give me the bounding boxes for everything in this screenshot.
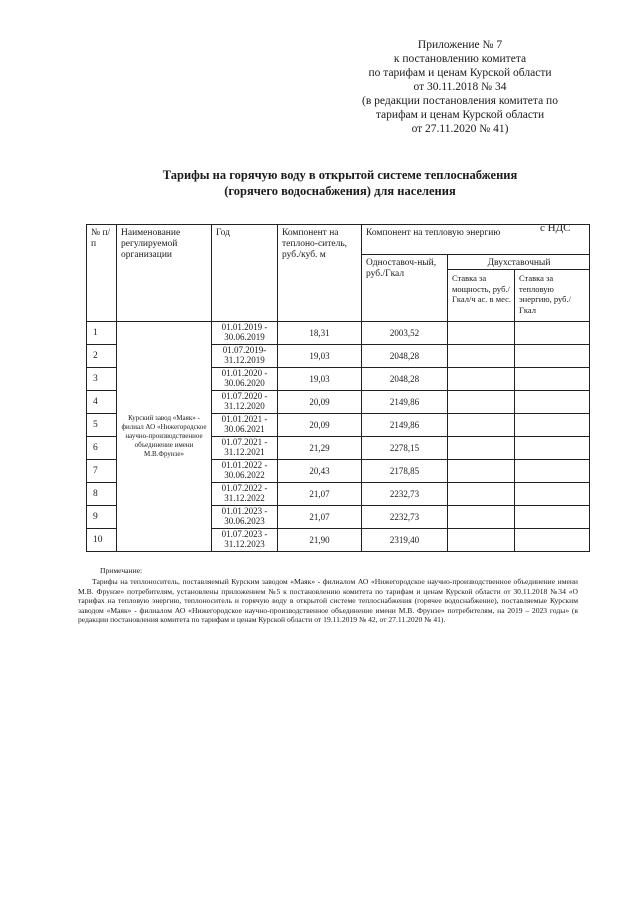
period-cell: 01.01.2020 - 30.06.2020 bbox=[212, 368, 278, 391]
period-cell: 01.07.2022 - 31.12.2022 bbox=[212, 483, 278, 506]
single-rate-cell: 2048,28 bbox=[362, 368, 448, 391]
header-energy: Компонент на тепловую энергию bbox=[362, 225, 590, 255]
capacity-rate-cell bbox=[448, 322, 515, 345]
energy-rate-cell bbox=[515, 437, 590, 460]
energy-rate-cell bbox=[515, 483, 590, 506]
capacity-rate-cell bbox=[448, 460, 515, 483]
carrier-cell: 18,31 bbox=[278, 322, 362, 345]
row-number: 4 bbox=[87, 391, 117, 414]
appendix-line: по тарифам и ценам Курской области bbox=[368, 67, 552, 79]
header-row bbox=[87, 225, 590, 255]
table-row bbox=[87, 322, 590, 345]
row-number: 9 bbox=[87, 506, 117, 529]
energy-rate-cell bbox=[515, 414, 590, 437]
document-title bbox=[100, 167, 580, 199]
single-rate-cell: 2319,40 bbox=[362, 529, 448, 552]
appendix-line: к постановлению комитета bbox=[393, 53, 527, 65]
header-organization: Наименование регулируемой организации bbox=[117, 225, 212, 322]
single-rate-cell: 2149,86 bbox=[362, 414, 448, 437]
period-cell: 01.01.2023 - 30.06.2023 bbox=[212, 506, 278, 529]
capacity-rate-cell bbox=[448, 345, 515, 368]
appendix-line: от 30.11.2018 № 34 bbox=[413, 81, 507, 93]
appendix-line: Приложение № 7 bbox=[417, 39, 503, 51]
capacity-rate-cell bbox=[448, 368, 515, 391]
row-number: 1 bbox=[87, 322, 117, 345]
energy-rate-cell bbox=[515, 529, 590, 552]
energy-rate-cell bbox=[515, 345, 590, 368]
title-line-2: (горячего водоснабжения) для населения bbox=[224, 184, 456, 198]
appendix-block bbox=[300, 38, 620, 136]
carrier-cell: 20,09 bbox=[278, 414, 362, 437]
energy-rate-cell bbox=[515, 322, 590, 345]
header-year: Год bbox=[212, 225, 278, 322]
period-cell: 01.07.2021 - 31.12.2021 bbox=[212, 437, 278, 460]
capacity-rate-cell bbox=[448, 414, 515, 437]
single-rate-cell: 2178,85 bbox=[362, 460, 448, 483]
appendix-line: (в редакции постановления комитета по bbox=[362, 95, 558, 107]
appendix-line: тарифам и ценам Курской области bbox=[375, 109, 545, 121]
header-two-rate: Двухставочный bbox=[448, 255, 590, 270]
carrier-cell: 20,43 bbox=[278, 460, 362, 483]
period-cell: 01.07.2023 - 31.12.2023 bbox=[212, 529, 278, 552]
row-number: 10 bbox=[87, 529, 117, 552]
header-capacity-rate: Ставка за мощность, руб./Гкал/ч ас. в мес. bbox=[448, 270, 515, 322]
energy-rate-cell bbox=[515, 506, 590, 529]
energy-rate-cell bbox=[515, 460, 590, 483]
appendix-line: от 27.11.2020 № 41) bbox=[411, 123, 509, 135]
period-cell: 01.01.2022 - 30.06.2022 bbox=[212, 460, 278, 483]
header-carrier: Компонент на теплоно-ситель, руб./куб. м bbox=[278, 225, 362, 322]
header-num: № п/п bbox=[87, 225, 117, 322]
carrier-cell: 19,03 bbox=[278, 345, 362, 368]
carrier-cell: 20,09 bbox=[278, 391, 362, 414]
row-number: 7 bbox=[87, 460, 117, 483]
energy-rate-cell bbox=[515, 391, 590, 414]
single-rate-cell: 2232,73 bbox=[362, 483, 448, 506]
vat-note: с НДС bbox=[540, 222, 571, 234]
capacity-rate-cell bbox=[448, 483, 515, 506]
notes-block bbox=[78, 566, 578, 624]
single-rate-cell: 2149,86 bbox=[362, 391, 448, 414]
notes-label: Примечание: bbox=[100, 566, 143, 575]
energy-rate-cell bbox=[515, 368, 590, 391]
carrier-cell: 21,90 bbox=[278, 529, 362, 552]
period-cell: 01.01.2019 - 30.06.2019 bbox=[212, 322, 278, 345]
header-single-rate: Одноставоч-ный, руб./Гкал bbox=[362, 255, 448, 322]
carrier-cell: 21,07 bbox=[278, 506, 362, 529]
carrier-cell: 21,29 bbox=[278, 437, 362, 460]
capacity-rate-cell bbox=[448, 506, 515, 529]
capacity-rate-cell bbox=[448, 529, 515, 552]
tariff-table bbox=[86, 224, 590, 552]
header-energy-rate: Ставка за тепловую энергию, руб./Гкал bbox=[515, 270, 590, 322]
organization-cell: Курский завод «Маяк» - филиал АО «Нижегородское научно-производственное объединение имени М.В.Фрунзе» bbox=[117, 322, 212, 552]
period-cell: 01.01.2021 - 30.06.2021 bbox=[212, 414, 278, 437]
single-rate-cell: 2278,15 bbox=[362, 437, 448, 460]
capacity-rate-cell bbox=[448, 391, 515, 414]
row-number: 3 bbox=[87, 368, 117, 391]
title-line-1: Тарифы на горячую воду в открытой системе теплоснабжения bbox=[162, 168, 518, 182]
carrier-cell: 19,03 bbox=[278, 368, 362, 391]
notes-text: Тарифы на теплоноситель, поставляемый Курским заводом «Маяк» - филиалом АО «Нижегородское научно-производственное объединение имени М.В. Фрунзе» потребителям, установлены приложением №5 к постановлению комитета по тарифам и ценам Курской области от 30.11.2018 №34 «О тарифах на тепловую энергию, теплоноситель и горячую воду в открытой системе теплоснабжения (горячее водоснабжение), поставляемые Курским заводом «Маяк» - филиалом АО «Нижегородское научно-производственное объединение имени М.В. Фрунзе» потребителям, на 2019 – 2023 годы» (в редакции постановления комитета по тарифам и ценам Курской области от 19.11.2019 № 42, от 27.11.2020 № 41). bbox=[78, 577, 578, 625]
row-number: 5 bbox=[87, 414, 117, 437]
row-number: 8 bbox=[87, 483, 117, 506]
capacity-rate-cell bbox=[448, 437, 515, 460]
single-rate-cell: 2232,73 bbox=[362, 506, 448, 529]
period-cell: 01.07.2019- 31.12.2019 bbox=[212, 345, 278, 368]
single-rate-cell: 2003,52 bbox=[362, 322, 448, 345]
carrier-cell: 21,07 bbox=[278, 483, 362, 506]
row-number: 6 bbox=[87, 437, 117, 460]
row-number: 2 bbox=[87, 345, 117, 368]
period-cell: 01.07.2020 - 31.12.2020 bbox=[212, 391, 278, 414]
single-rate-cell: 2048,28 bbox=[362, 345, 448, 368]
